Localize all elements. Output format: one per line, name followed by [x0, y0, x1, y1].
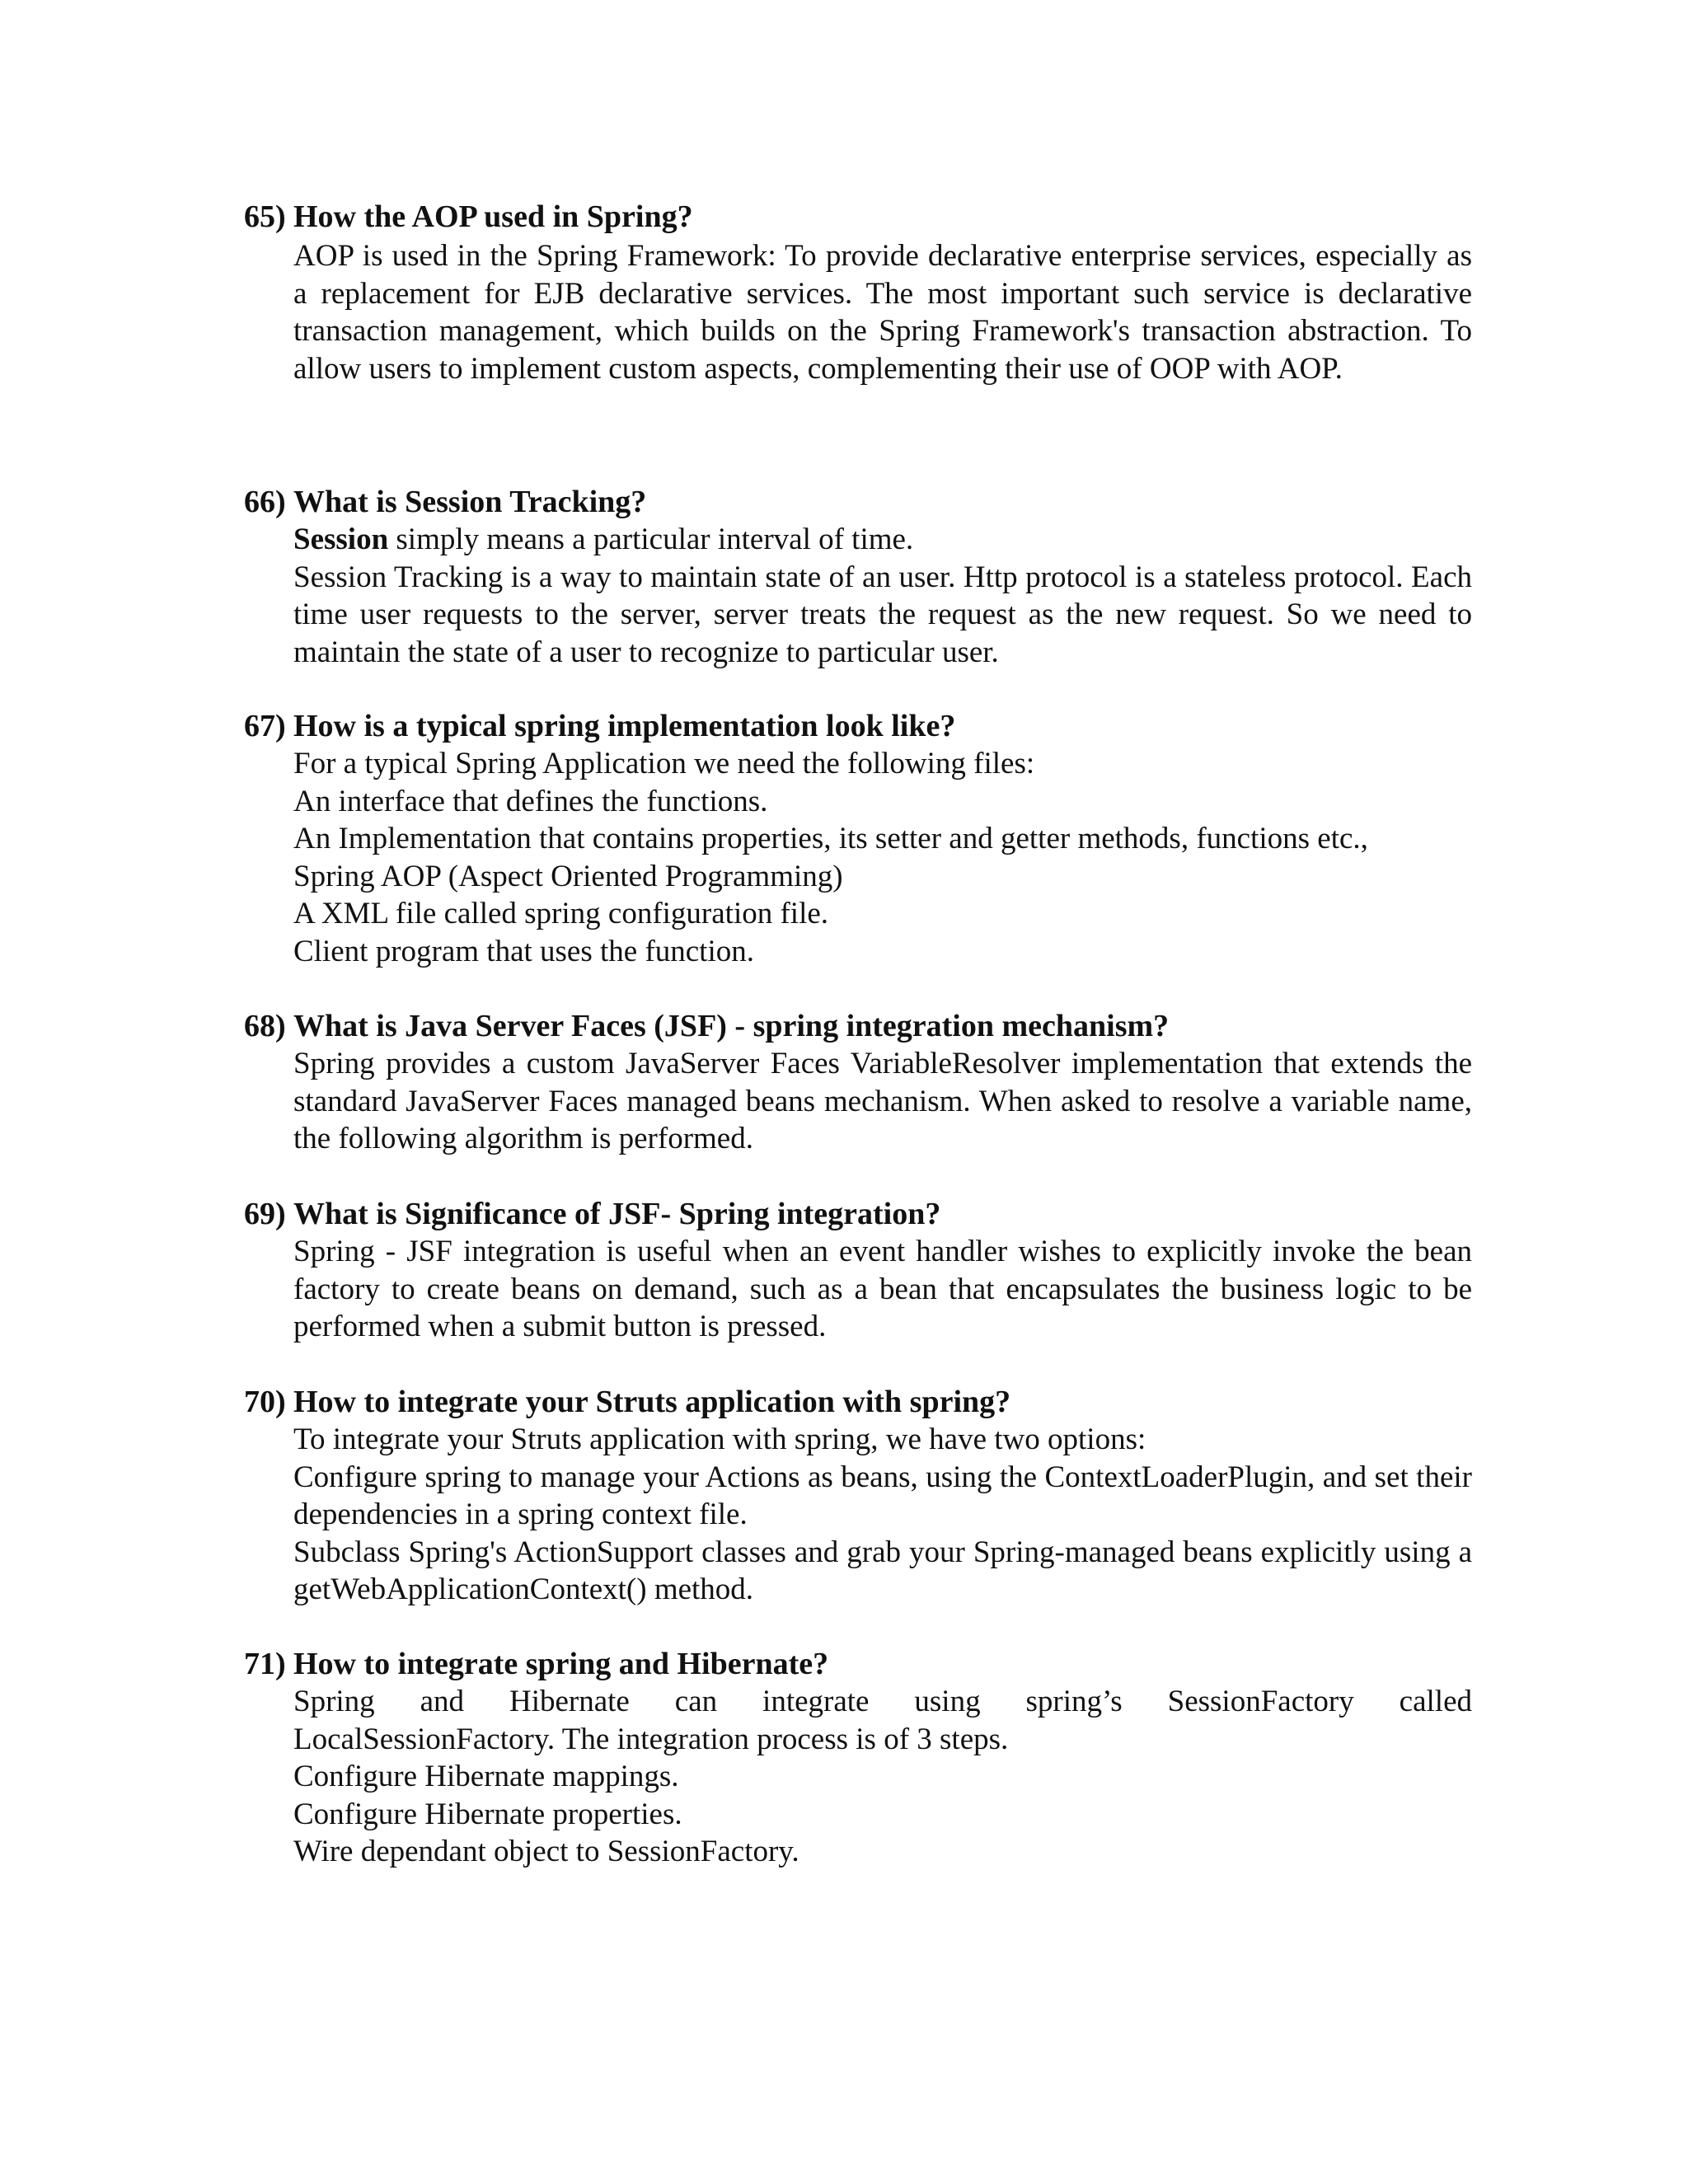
question-heading	[244, 1645, 1472, 1683]
question-number: 71)	[244, 1647, 286, 1681]
question-heading	[244, 707, 1472, 745]
answer-line: Wire dependant object to SessionFactory.	[293, 1835, 799, 1869]
answer-body	[293, 1421, 1472, 1609]
question-68	[244, 1007, 1472, 1158]
answer-line: Spring AOP (Aspect Oriented Programming)	[293, 859, 843, 893]
answer-body	[293, 1683, 1472, 1871]
question-title: What is Significance of JSF- Spring integration?	[293, 1197, 941, 1231]
question-heading	[244, 483, 1472, 521]
answer-paragraph: Subclass Spring's ActionSupport classes and grab your Spring-managed beans explicitly using a getWebApplicationContext() method.	[293, 1535, 1472, 1607]
question-heading	[244, 1007, 1472, 1045]
question-70	[244, 1383, 1472, 1609]
answer-body	[293, 1045, 1472, 1158]
answer-body	[293, 1233, 1472, 1346]
question-number: 70)	[244, 1385, 286, 1419]
answer-line: A XML file called spring configuration file.	[293, 897, 829, 931]
question-title: How to integrate your Struts application with spring?	[293, 1385, 1011, 1419]
answer-paragraph: Spring provides a custom JavaServer Faces VariableResolver implementation that extends the standard JavaServer Faces managed beans mechanism. When asked to resolve a variable name, the following algorithm is performed.	[293, 1047, 1472, 1156]
question-66	[244, 483, 1472, 671]
question-67	[244, 707, 1472, 971]
question-title: What is Java Server Faces (JSF) - spring integration mechanism?	[293, 1009, 1170, 1043]
question-69	[244, 1195, 1472, 1346]
question-number: 69)	[244, 1197, 286, 1231]
definition-text: simply means a particular interval of time.	[388, 523, 914, 556]
answer-line: To integrate your Struts application with spring, we have two options:	[293, 1422, 1146, 1456]
answer-body	[293, 745, 1472, 971]
question-title: How to integrate spring and Hibernate?	[293, 1647, 829, 1681]
question-heading	[244, 1195, 1472, 1233]
question-title: How is a typical spring implementation look like?	[293, 709, 956, 743]
answer-line-justified: Spring and Hibernate can integrate using spring’s SessionFactory called	[293, 1685, 1472, 1718]
question-heading	[244, 1383, 1472, 1421]
answer-body	[293, 521, 1472, 671]
question-heading	[244, 198, 1472, 236]
answer-line: LocalSessionFactory. The integration process is of 3 steps.	[293, 1722, 1009, 1756]
answer-line: For a typical Spring Application we need the following files:	[293, 747, 1035, 780]
answer-line: Configure Hibernate properties.	[293, 1797, 682, 1831]
answer-definition	[293, 521, 1472, 559]
question-71	[244, 1645, 1472, 1871]
answer-line: An interface that defines the functions.	[293, 784, 768, 818]
question-number: 67)	[244, 709, 286, 743]
answer-paragraph: Spring - JSF integration is useful when an event handler wishes to explicitly invoke the bean factory to create beans on demand, such as a bean that encapsulates the business logic to be performed when a submit button is pressed.	[293, 1235, 1472, 1344]
bold-term: Session	[293, 523, 389, 556]
question-number: 68)	[244, 1009, 286, 1043]
answer-paragraph: Session Tracking is a way to maintain state of an user. Http protocol is a stateless protocol. Each time user requests to the server, server treats the request as the new request. So we need to maintain the state of a user to recognize to particular user.	[293, 560, 1472, 669]
question-65	[244, 198, 1472, 387]
question-title: What is Session Tracking?	[293, 485, 647, 519]
question-number: 66)	[244, 485, 286, 519]
question-number: 65)	[244, 199, 286, 234]
answer-line: An Implementation that contains properties, its setter and getter methods, functions etc.,	[293, 822, 1368, 856]
answer-line: Configure Hibernate mappings.	[293, 1760, 679, 1794]
answer-line: Client program that uses the function.	[293, 934, 754, 968]
answer-paragraph: AOP is used in the Spring Framework: To provide declarative enterprise services, especially as a replacement for EJB declarative services. The most important such service is declarative transaction management, which builds on the Spring Framework's transaction abstraction. To allow users to implement custom aspects, complementing their use of OOP with AOP.	[293, 239, 1472, 386]
answer-body	[293, 237, 1472, 387]
question-title: How the AOP used in Spring?	[293, 199, 693, 234]
answer-paragraph: Configure spring to manage your Actions as beans, using the ContextLoaderPlugin, and set their dependencies in a spring context file.	[293, 1460, 1472, 1532]
